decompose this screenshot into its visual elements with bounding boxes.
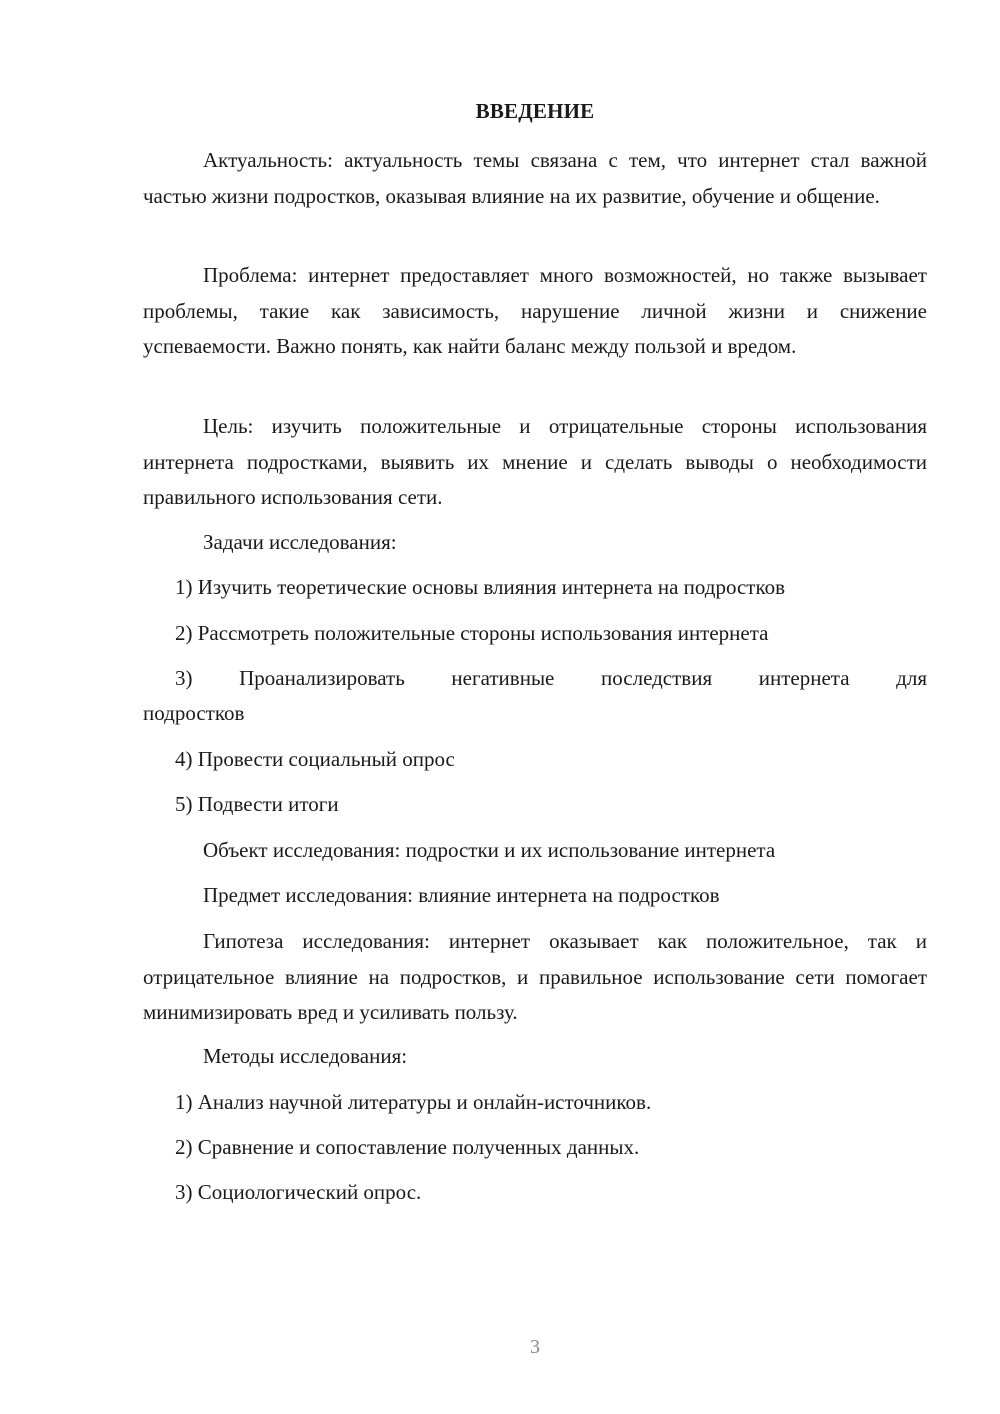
- task-item: 2) Рассмотреть положительные стороны использования интернета: [175, 621, 769, 645]
- section-heading: ВВЕДЕНИЕ: [475, 99, 595, 123]
- method-item: 1) Анализ научной литературы и онлайн-источников.: [175, 1090, 652, 1114]
- tasks-title: Задачи исследования:: [203, 530, 397, 554]
- document-page: [143, 0, 927, 1414]
- goal-paragraph: Цель: изучить положительные и отрицательные стороны использования интернета подростками, выявить их мнение и сделать выводы о необходимости правильного использования сети.: [143, 414, 927, 509]
- task-item: 5) Подвести итоги: [175, 792, 339, 816]
- hypothesis-paragraph: Гипотеза исследования: интернет оказывает как положительное, так и отрицательное влияние на подростков, и правильное использование сети помогает минимизировать вред и усиливать пользу.: [143, 929, 927, 1024]
- method-item: 2) Сравнение и сопоставление полученных данных.: [175, 1135, 640, 1159]
- research-object: Объект исследования: подростки и их использование интернета: [203, 838, 776, 862]
- methods-title: Методы исследования:: [203, 1044, 408, 1068]
- method-item: 3) Социологический опрос.: [175, 1180, 422, 1204]
- task-item: 1) Изучить теоретические основы влияния интернета на подростков: [175, 575, 786, 599]
- task-item-continuation: подростков: [143, 701, 245, 725]
- research-subject: Предмет исследования: влияние интернета на подростков: [203, 883, 720, 907]
- page-number: 3: [530, 1336, 540, 1358]
- relevance-paragraph: Актуальность: актуальность темы связана с тем, что интернет стал важной частью жизни подростков, оказывая влияние на их развитие, обучение и общение.: [143, 148, 927, 208]
- task-item: 3) Проанализировать негативные последствия интернета для: [175, 666, 927, 690]
- problem-paragraph: Проблема: интернет предоставляет много возможностей, но также вызывает проблемы, такие как зависимость, нарушение личной жизни и снижение успеваемости. Важно понять, как найти баланс между пользой и вредом.: [143, 263, 927, 358]
- task-item: 4) Провести социальный опрос: [175, 747, 455, 771]
